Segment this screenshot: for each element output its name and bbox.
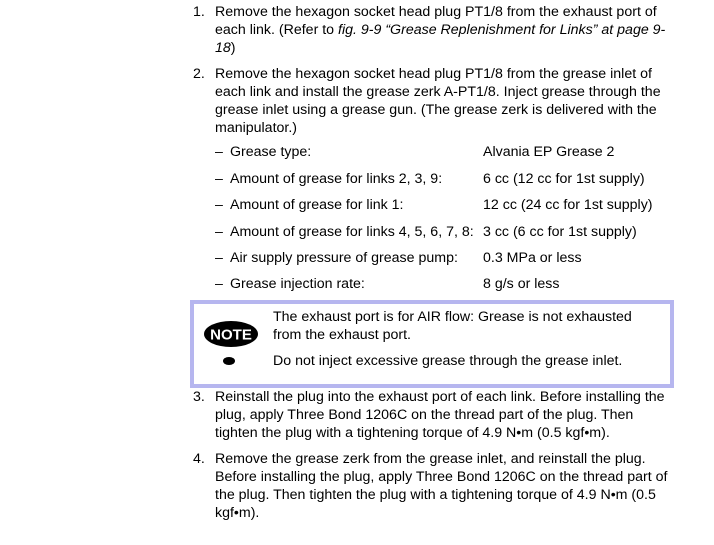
spec-label: Grease injection rate: bbox=[230, 276, 365, 292]
note-line-1: The exhaust port is for AIR flow: Grease is not exhausted from the exhaust port. bbox=[273, 309, 632, 343]
spec-item-grease-links-4-8 bbox=[215, 223, 685, 241]
step-text: Reinstall the plug into the exhaust port of each link. Before installing the plug, apply Three Bond 1206C on the thread part of the plug. Then tighten the plug with a tightening torque of 4.9 N•m (0.5 kgf•m). bbox=[215, 389, 665, 441]
step-4 bbox=[193, 450, 673, 522]
step-1 bbox=[193, 3, 673, 57]
spec-label: Air supply pressure of grease pump: bbox=[230, 250, 458, 266]
step-number: 1. bbox=[193, 4, 205, 20]
spec-label: Amount of grease for links 2, 3, 9: bbox=[230, 171, 443, 187]
spec-value: 12 cc (24 cc for 1st supply) bbox=[483, 197, 653, 213]
step-text-part: Remove the hexagon socket head plug PT1/8 from the exhaust port of each link. (Refer to bbox=[215, 4, 657, 38]
step-number: 4. bbox=[193, 451, 205, 467]
spec-label: Grease type: bbox=[230, 144, 312, 160]
list-dash: – bbox=[215, 250, 223, 266]
note-icon-graphic bbox=[203, 320, 259, 366]
step-number: 2. bbox=[193, 66, 205, 82]
spec-item-grease-type bbox=[215, 143, 685, 161]
spec-label: Amount of grease for link 1: bbox=[230, 197, 404, 213]
step-text bbox=[215, 3, 673, 57]
spec-item-grease-links-2-3-9 bbox=[215, 170, 685, 188]
spec-item-grease-link-1 bbox=[215, 196, 685, 214]
note-line-2: Do not inject excessive grease through the grease inlet. bbox=[273, 353, 623, 369]
spec-value: 8 g/s or less bbox=[483, 276, 560, 292]
step-2 bbox=[193, 65, 673, 137]
note-icon-text: NOTE bbox=[210, 326, 252, 344]
step-text: Remove the grease zerk from the grease inlet, and reinstall the plug. Before installing the plug, apply Three Bond 1206C on the thread part of the plug. Then tighten the plug with a tightening torque of 4.9 N•m (0.5 kgf•m). bbox=[215, 451, 668, 521]
note-icon bbox=[203, 320, 259, 366]
step-3 bbox=[193, 388, 673, 442]
step-number: 3. bbox=[193, 389, 205, 405]
spec-value: 6 cc (12 cc for 1st supply) bbox=[483, 171, 645, 187]
figure-reference-link[interactable]: fig. 9-9 “Grease Replenishment for Links” at page 9-18 bbox=[215, 22, 666, 56]
spec-value: 3 cc (6 cc for 1st supply) bbox=[483, 224, 637, 240]
step-text-part: ) bbox=[230, 40, 236, 56]
list-dash: – bbox=[215, 144, 223, 160]
spec-value: 0.3 MPa or less bbox=[483, 250, 582, 266]
spec-label: Amount of grease for links 4, 5, 6, 7, 8: bbox=[230, 224, 474, 240]
list-dash: – bbox=[215, 197, 223, 213]
spec-value: Alvania EP Grease 2 bbox=[483, 144, 615, 160]
spec-item-injection-rate bbox=[215, 275, 685, 293]
step-text: Remove the hexagon socket head plug PT1/8 from the grease inlet of each link and install the grease zerk A-PT1/8. Inject grease through the grease inlet using a grease gun. (The grease zerk is delivered with the manipulator.) bbox=[215, 66, 661, 136]
spec-item-air-pressure bbox=[215, 249, 685, 267]
list-dash: – bbox=[215, 224, 223, 240]
list-dash: – bbox=[215, 276, 223, 292]
list-dash: – bbox=[215, 171, 223, 187]
note-box bbox=[190, 300, 674, 388]
